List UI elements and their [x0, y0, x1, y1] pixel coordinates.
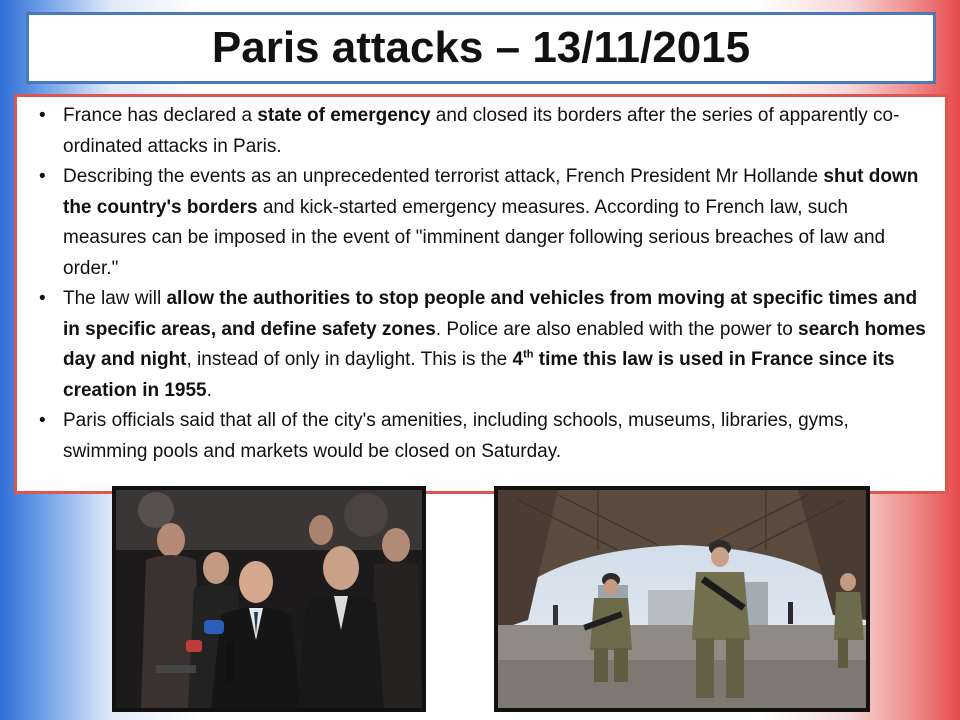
press-conference-illustration	[116, 490, 422, 708]
bullet-item: • France has declared a state of emergency and closed its borders after the series of apparently co-ordinated attacks in Paris.	[33, 101, 931, 162]
eiffel-tower-soldiers-photo	[494, 486, 870, 712]
bullet-item: • Paris officials said that all of the city's amenities, including schools, museums, libraries, gyms, swimming pools and markets would be closed on Saturday.	[33, 406, 931, 467]
eiffel-tower-illustration	[498, 490, 866, 708]
content-box	[14, 94, 948, 494]
press-conference-photo	[112, 486, 426, 712]
bullet-item: • Describing the events as an unprecedented terrorist attack, French President Mr Hollande shut down the country's borders and kick-started emergency measures. According to French law, such measures can be imposed in the event of "imminent danger following serious breaches of law and order."	[33, 162, 931, 284]
bullet-list	[33, 101, 931, 467]
bullet-item: • The law will allow the authorities to stop people and vehicles from moving at specific times and in specific areas, and define safety zones. Police are also enabled with the power to search homes day and night, instead of only in daylight. This is the 4th time this law is used in France since its creation in 1955.	[33, 284, 931, 406]
title-box	[26, 12, 936, 84]
slide-title: Paris attacks – 13/11/2015	[211, 23, 751, 72]
